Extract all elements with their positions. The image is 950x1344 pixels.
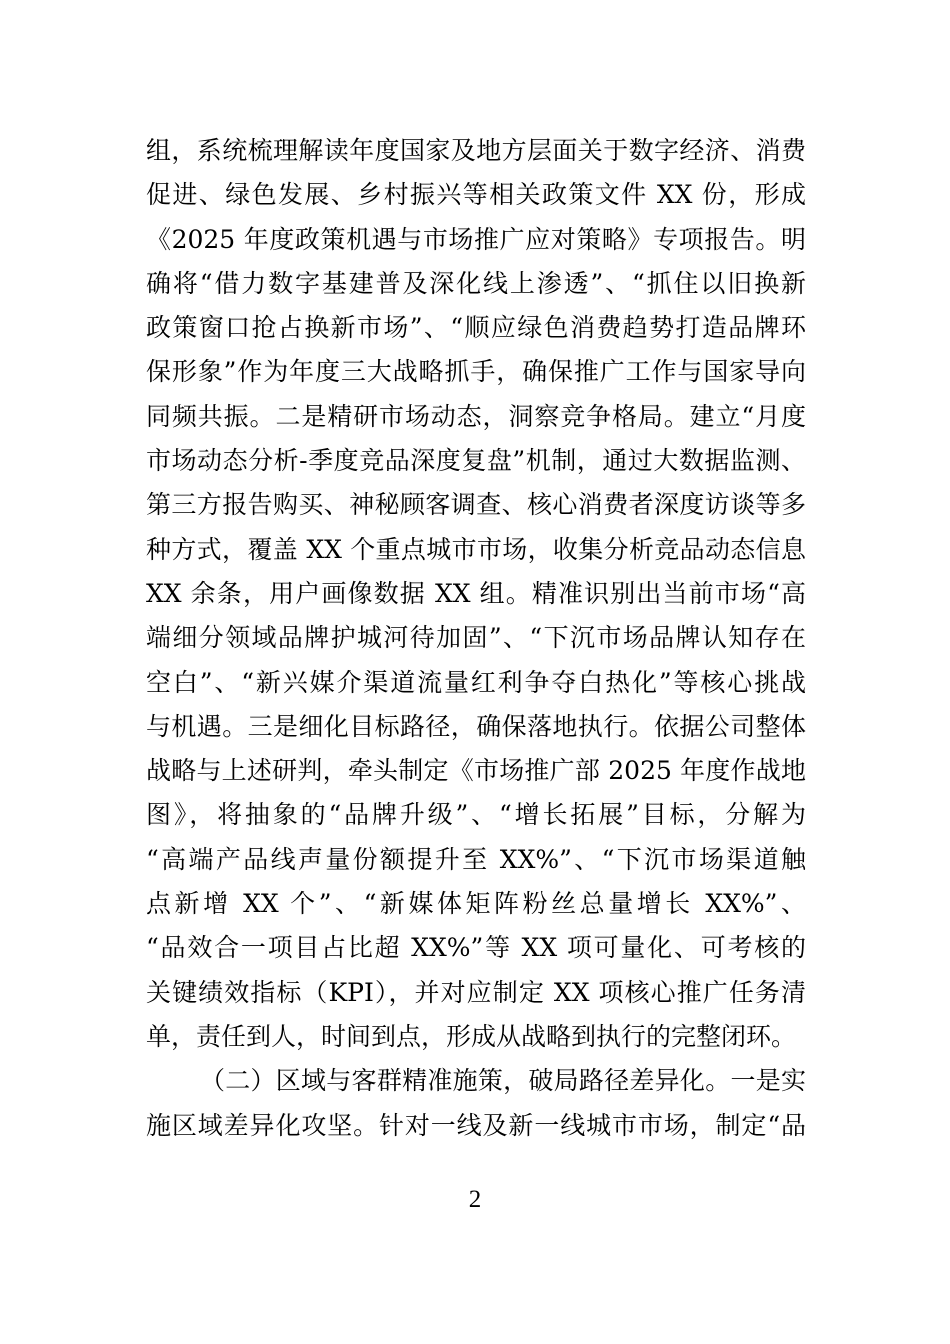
text-line: 保形象”作为年度三大战略抓手，确保推广工作与国家导向 — [146, 357, 806, 387]
text-line: 市场动态分析-季度竞品深度复盘”机制，通过大数据监测、 — [146, 446, 806, 476]
section-heading-line — [146, 1059, 806, 1103]
text-line: 单，责任到人，时间到点，形成从战略到执行的完整闭环。 — [146, 1021, 797, 1051]
text-line: 第三方报告购买、神秘顾客调查、核心消费者深度访谈等多 — [146, 490, 806, 520]
text-line: 与机遇。三是细化目标路径，确保落地执行。依据公司整体 — [146, 711, 806, 741]
text-line: 种方式，覆盖 XX 个重点城市市场，收集分析竞品动态信息 — [146, 534, 806, 564]
text-line: 确将“借力数字基建普及深化线上渗透”、“抓住以旧换新 — [146, 268, 806, 298]
text-line: 图》，将抽象的“品牌升级”、“增长拓展”目标，分解为 — [146, 800, 806, 830]
section-heading: （二）区域与客群精准施策，破局路径差异化。 — [200, 1066, 731, 1096]
text-line: 政策窗口抢占换新市场”、“顺应绿色消费趋势打造品牌环 — [146, 313, 806, 343]
section-line-rest: 一是实 — [730, 1066, 806, 1096]
text-line: 战略与上述研判，牵头制定《市场推广部 2025 年度作战地 — [146, 756, 806, 786]
text-line: 施区域差异化攻坚。针对一线及新一线城市市场，制定“品 — [146, 1110, 806, 1140]
text-line: “高端产品线声量份额提升至 XX%”、“下沉市场渠道触 — [146, 844, 806, 874]
text-line: 端细分领域品牌护城河待加固”、“下沉市场品牌认知存在 — [146, 623, 806, 653]
text-line: 空白”、“新兴媒介渠道流量红利争夺白热化”等核心挑战 — [146, 667, 806, 697]
text-line: 关键绩效指标（KPI），并对应制定 XX 项核心推广任务清 — [146, 977, 806, 1007]
text-line: 《2025 年度政策机遇与市场推广应对策略》专项报告。明 — [146, 224, 806, 254]
body-text — [146, 129, 806, 1148]
text-line: XX 余条，用户画像数据 XX 组。精准识别出当前市场“高 — [146, 578, 806, 608]
text-line: 点新增 XX 个”、“新媒体矩阵粉丝总量增长 XX%”、 — [146, 889, 806, 919]
text-line: 促进、绿色发展、乡村振兴等相关政策文件 XX 份，形成 — [146, 180, 806, 210]
text-line: “品效合一项目占比超 XX%”等 XX 项可量化、可考核的 — [146, 933, 806, 963]
text-line: 同频共振。二是精研市场动态，洞察竞争格局。建立“月度 — [146, 401, 806, 431]
text-line: 组，系统梳理解读年度国家及地方层面关于数字经济、消费 — [146, 136, 806, 165]
page-number: 2 — [468, 1186, 482, 1213]
